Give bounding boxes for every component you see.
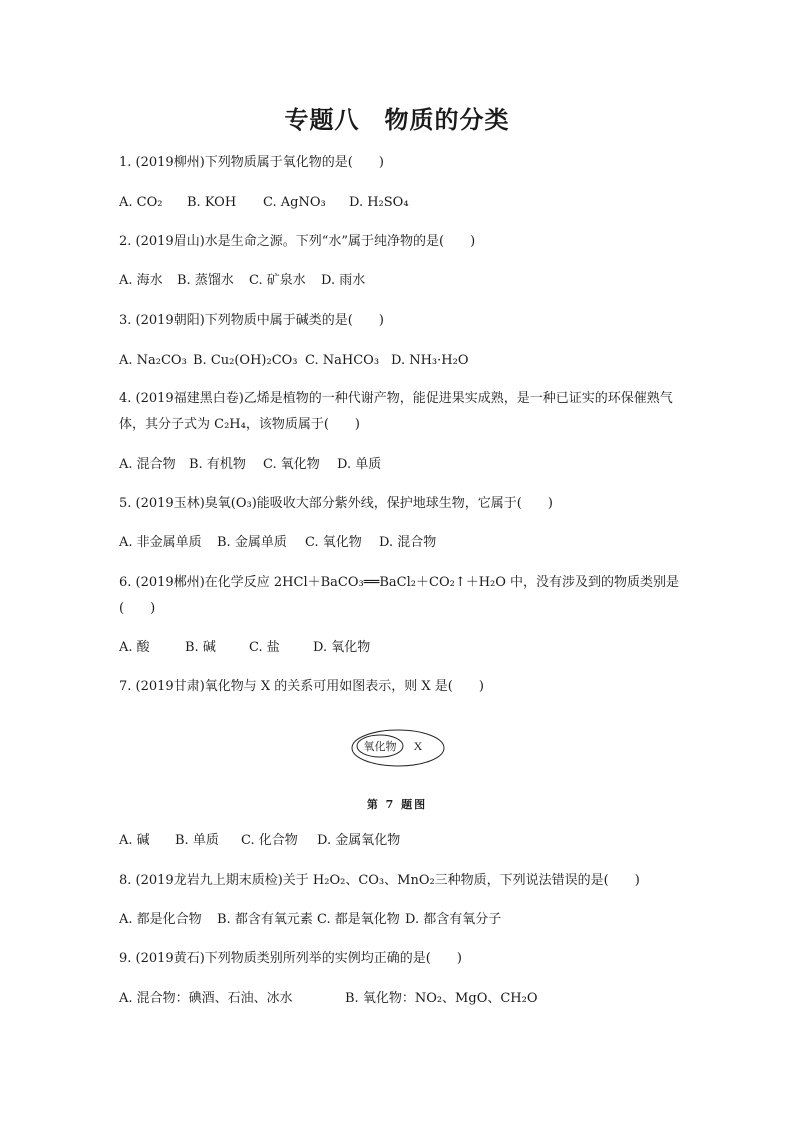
q1-option-b[interactable]: B. KOH	[187, 195, 237, 210]
q9-option-a[interactable]: A. 混合物：碘酒、石油、冰水	[119, 991, 293, 1006]
question-9-stem: 9. (2019黄石)下列物质类别所列举的实例均正确的是( )	[119, 951, 462, 966]
q7-option-c[interactable]: C. 化合物	[241, 833, 298, 848]
q8-option-b[interactable]: B. 都含有氧元素	[217, 912, 313, 927]
question-1-options	[119, 190, 679, 216]
q5-option-a[interactable]: A. 非金属单质	[119, 535, 202, 550]
question-5-options	[119, 530, 679, 556]
q5-option-b[interactable]: B. 金属单质	[217, 535, 287, 550]
question-4-stem: 4. (2019福建黑白卷)乙烯是植物的一种代谢产物，能促进果实成熟，是一种已证实的环保催熟气体，其分子式为 C₂H₄，该物质属于( )	[119, 391, 673, 432]
question-6-options	[119, 635, 679, 661]
venn-diagram	[350, 728, 446, 772]
q3-option-c[interactable]: C. NaHCO₃	[305, 353, 380, 368]
q4-option-d[interactable]: D. 单质	[337, 457, 382, 472]
q3-option-b[interactable]: B. Cu₂(OH)₂CO₃	[193, 353, 298, 368]
q6-option-a[interactable]: A. 酸	[119, 640, 150, 655]
question-1-stem: 1. (2019柳州)下列物质属于氧化物的是( )	[119, 155, 384, 170]
q1-option-c[interactable]: C. AgNO₃	[263, 195, 326, 210]
figure-caption: 第 7 题图	[366, 798, 428, 811]
q7-option-b[interactable]: B. 单质	[175, 833, 219, 848]
question-4-options	[119, 452, 679, 478]
question-8-options	[119, 907, 679, 933]
q6-option-d[interactable]: D. 氧化物	[313, 640, 371, 655]
inner-label: 氧化物	[363, 740, 397, 753]
q9-option-b[interactable]: B. 氧化物：NO₂、MgO、CH₂O	[345, 991, 538, 1006]
question-3-options	[119, 348, 679, 374]
q1-option-d[interactable]: D. H₂SO₄	[349, 195, 409, 210]
q2-option-b[interactable]: B. 蒸馏水	[177, 273, 234, 288]
q4-option-b[interactable]: B. 有机物	[189, 457, 246, 472]
q2-option-d[interactable]: D. 雨水	[321, 273, 366, 288]
q8-option-c[interactable]: C. 都是氧化物	[317, 912, 400, 927]
q2-option-a[interactable]: A. 海水	[119, 273, 163, 288]
question-9-options	[119, 986, 679, 1012]
q8-option-a[interactable]: A. 都是化合物	[119, 912, 202, 927]
q3-option-a[interactable]: A. Na₂CO₃	[119, 353, 187, 368]
page-title: 专题八 物质的分类	[284, 106, 510, 134]
question-2-stem: 2. (2019眉山)水是生命之源。下列“水”属于纯净物的是( )	[119, 234, 476, 249]
q5-option-d[interactable]: D. 混合物	[379, 535, 437, 550]
q7-option-a[interactable]: A. 碱	[119, 833, 150, 848]
q6-option-c[interactable]: C. 盐	[249, 640, 280, 655]
question-8-stem: 8. (2019龙岩九上期末质检)关于 H₂O₂、CO₃、MnO₂三种物质，下列说法错误的是( )	[119, 873, 640, 888]
question-7-options	[119, 828, 679, 854]
q6-option-b[interactable]: B. 碱	[185, 640, 216, 655]
outer-label: X	[413, 739, 423, 753]
q4-option-a[interactable]: A. 混合物	[119, 457, 176, 472]
q8-option-d[interactable]: D. 都含有氧分子	[405, 912, 502, 927]
q2-option-c[interactable]: C. 矿泉水	[249, 273, 306, 288]
question-5-stem: 5. (2019玉林)臭氧(O₃)能吸收大部分紫外线，保护地球生物，它属于( )	[119, 496, 553, 511]
q7-option-d[interactable]: D. 金属氧化物	[317, 833, 401, 848]
q4-option-c[interactable]: C. 氧化物	[263, 457, 320, 472]
q5-option-c[interactable]: C. 氧化物	[305, 535, 362, 550]
q1-option-a[interactable]: A. CO₂	[119, 195, 163, 210]
question-7-stem: 7. (2019甘肃)氧化物与 X 的关系可用如图表示，则 X 是( )	[119, 679, 484, 694]
question-2-options	[119, 268, 679, 294]
question-3-stem: 3. (2019朝阳)下列物质中属于碱类的是( )	[119, 313, 384, 328]
q3-option-d[interactable]: D. NH₃·H₂O	[391, 353, 469, 368]
question-6-stem: 6. (2019郴州)在化学反应 2HCl＋BaCO₃══BaCl₂＋CO₂↑＋H₂O 中，没有涉及到的物质类别是( )	[119, 575, 680, 616]
